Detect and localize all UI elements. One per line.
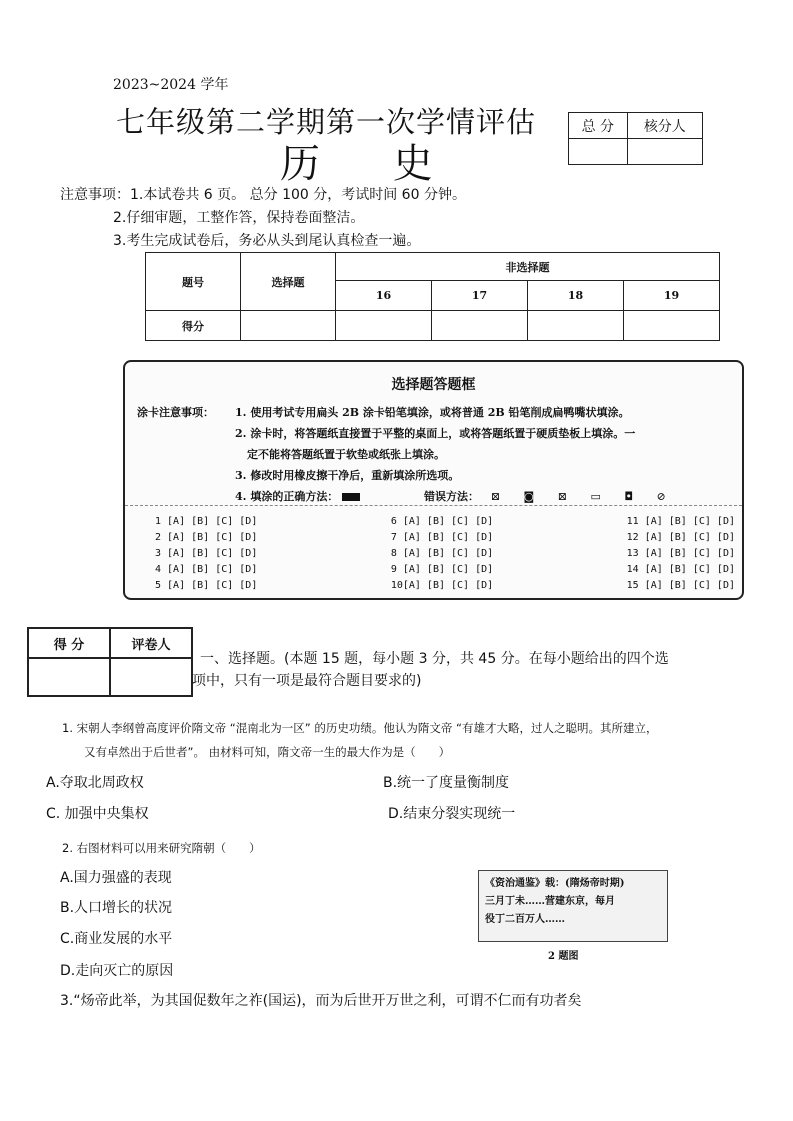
- question-2-stem: 2. 右图材料可以用来研究隋朝（ ）: [62, 841, 261, 855]
- notice-line: 3.考生完成试卷后，务必从头到尾认真检查一遍。: [113, 233, 421, 249]
- q1-option-c[interactable]: C. 加强中央集权: [46, 806, 149, 822]
- grader-reviewer-label: 评卷人: [110, 628, 192, 658]
- answer-sheet-box: [123, 360, 744, 600]
- rule-3: 3. 修改时用橡皮擦干净后，重新填涂所选项。: [235, 469, 460, 482]
- figure-caption: 2 题图: [548, 951, 579, 962]
- question-3-stem: 3.“炀帝此举，为其国促数年之祚(国运)，而为后世开万世之利，可谓不仁而有功者矣: [60, 993, 582, 1009]
- answer-rules: [137, 402, 676, 507]
- answer-box-divider: [125, 505, 742, 506]
- total-score-label: 总 分: [569, 113, 628, 139]
- score-row-label: 得分: [146, 311, 241, 341]
- bubble-row[interactable]: 2 [A] [B] [C] [D]: [155, 532, 258, 543]
- question-score-table: [145, 252, 720, 341]
- q2-source-figure: [478, 870, 668, 942]
- bubble-row[interactable]: 9 [A] [B] [C] [D]: [390, 564, 494, 575]
- grader-score-label: 得 分: [28, 628, 110, 658]
- subject-title: 历 史: [280, 141, 463, 187]
- bubble-row[interactable]: 13 [A] [B] [C] [D]: [626, 548, 735, 559]
- section-1-line: 项中，只有一项是最符合题目要求的): [192, 673, 422, 689]
- score-checker-label: 核分人: [627, 113, 702, 139]
- nonchoice-header: 非选择题: [336, 253, 720, 281]
- figure-line: 役丁二百万人……: [485, 914, 565, 925]
- q2-option-b[interactable]: B.人口增长的状况: [60, 900, 173, 916]
- q2-option-d[interactable]: D.走向灭亡的原因: [60, 963, 174, 979]
- wrong-fill-icons: ⊠ ◙ ⊠ ▭ ◘ ⊘: [490, 490, 676, 503]
- figure-line: 《资治通鉴》载：(隋炀帝时期): [485, 878, 625, 889]
- bubble-row[interactable]: 11 [A] [B] [C] [D]: [626, 516, 735, 527]
- bubble-row[interactable]: 1 [A] [B] [C] [D]: [155, 516, 258, 527]
- q19-score-cell[interactable]: [624, 311, 720, 341]
- question-17-header: 17: [432, 281, 528, 311]
- question-1-stem: [62, 716, 762, 764]
- answer-box-title: 选择题答题框: [391, 377, 476, 393]
- notice-line: 2.仔细审题，工整作答，保持卷面整洁。: [113, 210, 365, 226]
- total-score-box: [568, 112, 703, 165]
- grader-box: [27, 627, 193, 697]
- q2-option-a[interactable]: A.国力强盛的表现: [60, 870, 172, 886]
- q2-option-c[interactable]: C.商业发展的水平: [60, 931, 173, 947]
- bubble-row[interactable]: 7 [A] [B] [C] [D]: [390, 532, 494, 543]
- figure-line: 三月丁未……营建东京，每月: [485, 896, 615, 907]
- question-16-header: 16: [336, 281, 432, 311]
- grader-reviewer-cell[interactable]: [110, 658, 192, 696]
- grader-score-cell[interactable]: [28, 658, 110, 696]
- correct-fill-icon: [342, 493, 360, 501]
- q1-option-b[interactable]: B.统一了度量衡制度: [383, 775, 510, 791]
- bubble-row[interactable]: 4 [A] [B] [C] [D]: [155, 564, 258, 575]
- rules-label: 涂卡注意事项：: [137, 406, 214, 419]
- question-number-header: 题号: [146, 253, 241, 311]
- school-year: 2023~2024 学年: [113, 77, 229, 93]
- bubble-row[interactable]: 5 [A] [B] [C] [D]: [155, 580, 258, 591]
- bubble-column: [627, 514, 735, 594]
- rule-2b: 定不能将答题纸置于软垫或纸张上填涂。: [247, 448, 445, 461]
- section-1-line: 一、选择题。(本题 15 题，每小题 3 分，共 45 分。在每小题给出的四个选: [200, 651, 669, 667]
- q16-score-cell[interactable]: [336, 311, 432, 341]
- choice-header: 选择题: [241, 253, 336, 311]
- bubble-row[interactable]: 15 [A] [B] [C] [D]: [626, 580, 735, 591]
- choice-score-cell[interactable]: [241, 311, 336, 341]
- bubble-row[interactable]: 10[A] [B] [C] [D]: [390, 580, 494, 591]
- q1-option-a[interactable]: A.夺取北周政权: [46, 775, 144, 791]
- question-18-header: 18: [528, 281, 624, 311]
- question-19-header: 19: [624, 281, 720, 311]
- bubble-column: [391, 514, 493, 594]
- bubble-row[interactable]: 12 [A] [B] [C] [D]: [626, 532, 735, 543]
- rule-4: 4. 填涂的正确方法：: [235, 490, 339, 503]
- q18-score-cell[interactable]: [528, 311, 624, 341]
- score-checker-cell[interactable]: [627, 139, 702, 165]
- bubble-row[interactable]: 8 [A] [B] [C] [D]: [390, 548, 494, 559]
- bubble-grid: [155, 514, 735, 594]
- bubble-row[interactable]: 3 [A] [B] [C] [D]: [155, 548, 258, 559]
- q17-score-cell[interactable]: [432, 311, 528, 341]
- section-1-heading: [192, 648, 760, 692]
- wrong-method-label: 错误方法：: [424, 490, 479, 503]
- exam-notice: [60, 184, 466, 253]
- total-score-cell[interactable]: [569, 139, 628, 165]
- question-1-line: 又有卓然出于后世者”。 由材料可知，隋文帝一生的最大作为是（ ）: [84, 745, 451, 759]
- rule-1: 1. 使用考试专用扁头 2B 涂卡铅笔填涂，或将普通 2B 铅笔削成扁鸭嘴状填涂。: [235, 406, 630, 419]
- q1-option-d[interactable]: D.结束分裂实现统一: [388, 806, 516, 822]
- question-1-line: 1. 宋朝人李纲曾高度评价隋文帝 “混南北为一区” 的历史功绩。他认为隋文帝 “有雄才大略，过人之聪明。其所建立，: [62, 721, 658, 735]
- bubble-row[interactable]: 14 [A] [B] [C] [D]: [626, 564, 735, 575]
- rule-2a: 2. 涂卡时，将答题纸直接置于平整的桌面上，或将答题纸置于硬质垫板上填涂。一: [235, 427, 636, 440]
- bubble-row[interactable]: 6 [A] [B] [C] [D]: [390, 516, 494, 527]
- exam-title: 七年级第二学期第一次学情评估: [116, 105, 537, 139]
- bubble-column: [155, 514, 257, 594]
- notice-line: 注意事项：1.本试卷共 6 页。 总分 100 分，考试时间 60 分钟。: [60, 187, 466, 203]
